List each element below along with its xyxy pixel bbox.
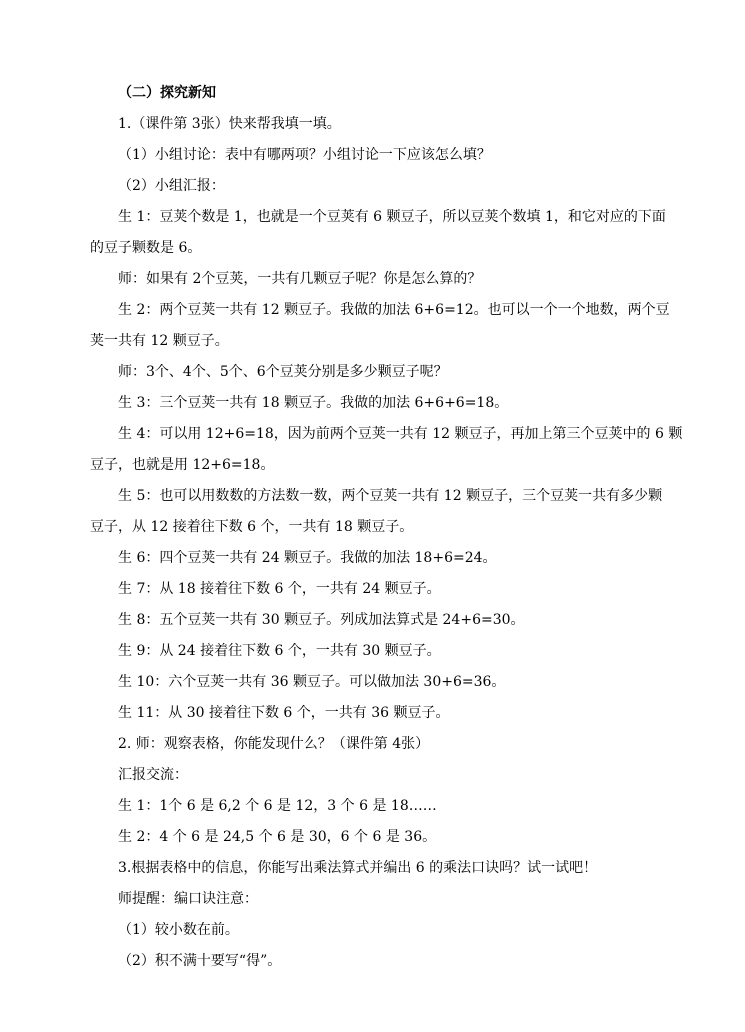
paragraph-line: 生 7：从 18 接着往下数 6 个，一共有 24 颗豆子。 bbox=[118, 581, 441, 597]
paragraph-line: 2. 师：观察表格，你能发现什么？（课件第 4张） bbox=[118, 736, 430, 752]
paragraph-line-continued: 豆子，从 12 接着往下数 6 个，一共有 18 颗豆子。 bbox=[90, 519, 414, 535]
paragraph-line: 生 10：六个豆荚一共有 36 颗豆子。可以做加法 30+6=36。 bbox=[118, 674, 506, 690]
paragraph-line: 生 9：从 24 接着往下数 6 个，一共有 30 颗豆子。 bbox=[118, 643, 441, 659]
paragraph-line: （2）小组汇报： bbox=[118, 178, 225, 194]
paragraph-line-continued: 的豆子颗数是 6。 bbox=[90, 240, 202, 256]
paragraph-line: 生 1：豆荚个数是 1，也就是一个豆荚有 6 颗豆子，所以豆荚个数填 1，和它对应的下面 bbox=[118, 209, 666, 225]
paragraph-line-continued: 荚一共有 12 颗豆子。 bbox=[90, 333, 229, 349]
paragraph-line-continued: 豆子，也就是用 12+6=18。 bbox=[90, 457, 275, 473]
paragraph-line: 生 8：五个豆荚一共有 30 颗豆子。列成加法算式是 24+6=30。 bbox=[118, 612, 525, 628]
paragraph-line: （1）较小数在前。 bbox=[118, 922, 239, 938]
paragraph-line: 生 6：四个豆荚一共有 24 颗豆子。我做的加法 18+6=24。 bbox=[118, 550, 497, 566]
paragraph-line: 3.根据表格中的信息，你能写出乘法算式并编出 6 的乘法口诀吗？试一试吧！ bbox=[118, 860, 598, 876]
paragraph-line: 生 2：两个豆荚一共有 12 颗豆子。我做的加法 6+6=12。也可以一个一个地数，两个豆 bbox=[118, 302, 670, 318]
paragraph-line: 生 3：三个豆荚一共有 18 颗豆子。我做的加法 6+6+6=18。 bbox=[118, 395, 509, 411]
paragraph-line: （1）小组讨论：表中有哪两项？小组讨论一下应该怎么填？ bbox=[118, 147, 491, 163]
paragraph-line: 1.（课件第 3张）快来帮我填一填。 bbox=[118, 116, 341, 132]
paragraph-line: 生 5：也可以用数数的方法数一数，两个豆荚一共有 12 颗豆子，三个豆荚一共有多少颗 bbox=[118, 488, 663, 504]
paragraph-line: 师：如果有 2个豆荚，一共有几颗豆子呢？你是怎么算的？ bbox=[118, 271, 482, 287]
paragraph-line: 生 4：可以用 12+6=18，因为前两个豆荚一共有 12 颗豆子，再加上第三个豆荚中的 6 颗 bbox=[118, 426, 683, 442]
paragraph-line: 师提醒：编口诀注意： bbox=[118, 891, 258, 907]
paragraph-line: 生 1：1个 6 是 6,2 个 6 是 12，3 个 6 是 18…… bbox=[118, 798, 437, 814]
section-title: （二）探究新知 bbox=[118, 85, 216, 101]
paragraph-line: 师：3个、4个、5个、6个豆荚分别是多少颗豆子呢？ bbox=[118, 364, 448, 380]
paragraph-line: 生 2：4 个 6 是 24,5 个 6 是 30，6 个 6 是 36。 bbox=[118, 829, 437, 845]
paragraph-line: （2）积不满十要写“得”。 bbox=[118, 953, 282, 969]
paragraph-line: 生 11：从 30 接着往下数 6 个，一共有 36 颗豆子。 bbox=[118, 705, 450, 721]
document-body bbox=[90, 78, 683, 977]
paragraph-line: 汇报交流： bbox=[118, 767, 188, 783]
